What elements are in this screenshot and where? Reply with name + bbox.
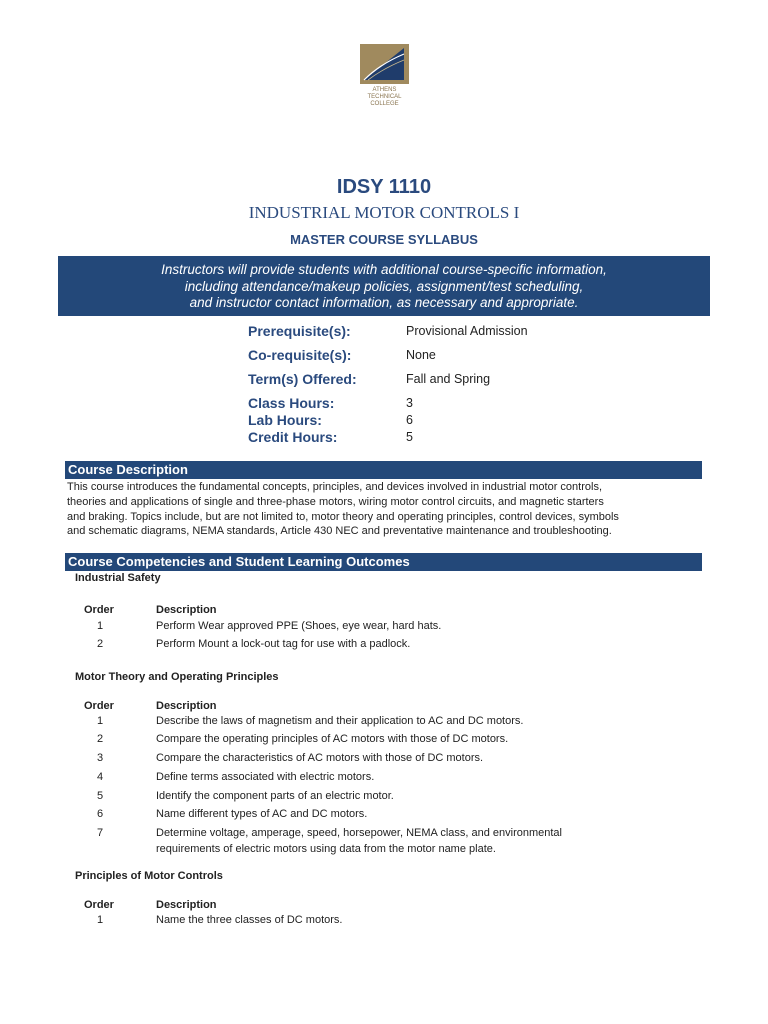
row-description: Perform Wear approved PPE (Shoes, eye wear, hard hats. [156,620,442,632]
corequisite-label: Co-requisite(s): [248,347,352,363]
row-description: Perform Mount a lock-out tag for use with a padlock. [156,638,411,650]
logo-text-1: ATHENS [372,87,397,93]
description-line: This course introduces the fundamental concepts, principles, and devices involved in industrial motor controls, [67,481,602,493]
description-column-header: Description [156,899,217,911]
course-title: INDUSTRIAL MOTOR CONTROLS I [248,203,520,222]
row-order: 4 [96,771,104,783]
lab-hours-value: 6 [406,413,413,427]
group-title-motor-controls: Principles of Motor Controls [75,870,223,882]
group-title-industrial-safety: Industrial Safety [75,572,161,584]
group-title-motor-theory: Motor Theory and Operating Principles [75,671,279,683]
logo-text-2: TECHNICAL [367,94,402,100]
description-line: and schematic diagrams, NEMA standards, Article 430 NEC and preventative maintenance and troubleshooting. [67,525,612,538]
row-order: 1 [96,715,104,727]
description-line: and braking. Topics include, but are not limited to, motor theory and operating principles, control devices, symbols [67,510,619,523]
row-order: 2 [96,638,104,650]
lab-hours-label: Lab Hours: [248,412,322,428]
row-description: Name different types of AC and DC motors. [156,808,368,820]
row-description: Describe the laws of magnetism and their application to AC and DC motors. [156,715,524,727]
logo-emblem-icon [360,44,409,110]
row-description-continued: requirements of electric motors using data from the motor name plate. [156,843,496,855]
row-order: 7 [96,827,104,839]
syllabus-label: MASTER COURSE SYLLABUS [290,232,478,247]
row-description: Define terms associated with electric motors. [156,771,375,783]
credit-hours-label: Credit Hours: [248,429,338,445]
class-hours-value: 3 [406,396,413,410]
credit-hours-value: 5 [406,430,413,444]
banner-line: and instructor contact information, as necessary and appropriate. [189,295,579,310]
order-column-header: Order [84,700,114,712]
order-column-header: Order [84,604,114,616]
competencies-heading: Course Competencies and Student Learning Outcomes [65,553,702,571]
row-order: 3 [96,752,104,764]
corequisite-value: None [406,348,436,362]
logo-text-3: COLLEGE [370,101,399,107]
course-description-heading: Course Description [65,461,702,479]
row-order: 1 [96,620,104,632]
terms-offered-label: Term(s) Offered: [248,371,357,387]
banner-line: including attendance/makeup policies, assignment/test scheduling, [184,278,584,294]
banner-line: Instructors will provide students with additional course-specific information, [161,262,607,277]
prerequisite-value: Provisional Admission [406,324,528,338]
order-column-header: Order [84,899,114,911]
row-description: Identify the component parts of an electric motor. [156,790,394,802]
description-column-header: Description [156,604,217,616]
prerequisite-label: Prerequisite(s): [248,323,351,339]
row-description: Determine voltage, amperage, speed, horsepower, NEMA class, and environmental [156,827,562,839]
class-hours-label: Class Hours: [248,395,335,411]
description-column-header: Description [156,700,217,712]
course-description-text [67,480,707,539]
row-order: 6 [96,808,104,820]
row-description: Name the three classes of DC motors. [156,914,343,926]
college-logo [360,44,409,110]
course-code: IDSY 1110 [336,176,432,198]
terms-offered-value: Fall and Spring [406,372,491,386]
row-order: 5 [96,790,104,802]
row-order: 2 [96,733,104,745]
instructor-notice-banner [58,256,710,316]
description-line: theories and applications of single and three-phase motors, wiring motor control circuits, and magnetic starters [67,495,604,508]
row-description: Compare the characteristics of AC motors with those of DC motors. [156,752,484,764]
row-description: Compare the operating principles of AC motors with those of DC motors. [156,733,509,745]
row-order: 1 [96,914,104,926]
